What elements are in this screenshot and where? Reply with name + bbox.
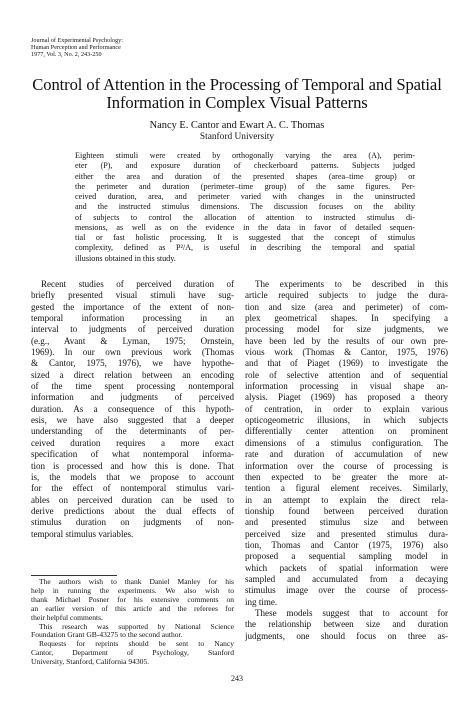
authors: Nancy E. Cantor and Ewart A. C. Thomas: [149, 120, 325, 131]
abstract: [75, 151, 415, 264]
body-line: tionship found between perceived duration: [245, 505, 448, 516]
body-line: processing model for size judgments, we: [245, 324, 448, 335]
footnote-line: The authors wish to thank Daniel Manley for his: [39, 578, 234, 586]
body-line: and presented stimulus size and between: [245, 517, 448, 528]
body-line: briefly presented visual stimuli have sug-: [31, 290, 234, 301]
journal-name: Journal of Experimental Psychology:: [31, 37, 123, 44]
body-line: ceived duration requires a more exact: [31, 437, 234, 448]
body-line: then expected to be greater the more at-: [245, 471, 448, 482]
body-line: rate and duration of accumulation of new: [245, 449, 448, 460]
body-line: temporal information processing in an: [31, 313, 234, 324]
body-line: and that of Piaget (1969) to investigate the: [245, 358, 448, 369]
body-line: tion, Thomas and Cantor (1975, 1976) also: [245, 539, 448, 550]
body-line: article required subjects to judge the dura-: [245, 290, 448, 301]
abstract-line: and the instructed stimulus dimensions. The discussion focuses on the ability: [75, 202, 415, 212]
right-column: [245, 279, 448, 642]
body-line: temporal stimulus variables.: [31, 528, 134, 539]
footnote-line: University, Stanford, California 94305.: [31, 658, 150, 667]
body-line: Recent studies of perceived duration of: [41, 279, 234, 289]
body-line: stimulus image over the course of process-: [245, 585, 448, 596]
footnotes: [31, 578, 234, 667]
footnote-line: their helpful comments.: [31, 613, 103, 622]
body-line: sized a direct relation between an encoding: [31, 369, 234, 380]
abstract-line: mensions, as well as on the evidence in the data in favor of detailed sequen-: [75, 222, 415, 232]
body-line: & Cantor, 1975, 1976), we have hypothe-: [31, 358, 234, 369]
page-number: 243: [231, 674, 243, 683]
footnote-line: Foundation Grant GB-43275 to the second author.: [31, 631, 183, 640]
abstract-line: ceived duration, area, and perimeter varied with changes in the uninstructed: [75, 192, 415, 201]
body-line: information and judgments of perceived: [31, 392, 234, 403]
body-line: tention a figural element receives. Similarly,: [245, 483, 448, 494]
abstract-line: of subjects to control the allocation of attention to instructed stimulus di-: [75, 212, 415, 222]
body-line: proposed a sequential sampling model in: [245, 551, 448, 562]
journal-volume: 1977, Vol. 3, No. 2, 243-250: [31, 51, 102, 59]
body-line: of centration, in order to explain various: [245, 403, 448, 414]
body-line: esis, we have also suggested that a deeper: [31, 415, 234, 426]
title-line: Information in Complex Visual Patterns: [106, 93, 368, 112]
footnote-line: Cantor, Department of Psychology, Stanford: [31, 649, 234, 658]
abstract-line: the perimeter and duration (perimeter–time group) of the same figures. Per-: [75, 181, 415, 191]
body-line: alysis. Piaget (1969) has proposed a theory: [245, 392, 448, 403]
body-line: opticogeometric illusions, in which subjects: [245, 415, 448, 426]
body-line: These models suggest that to account for: [255, 607, 448, 618]
body-line: tion and size (area and perimeter) of com-: [245, 301, 448, 312]
body-line: (e.g., Avant & Lyman, 1975; Ornstein,: [31, 335, 234, 346]
body-line: The experiments to be described in this: [255, 279, 448, 289]
body-line: for the effect of nontemporal stimulus vari-: [31, 483, 234, 494]
journal-subtitle: Human Perception and Performance: [31, 44, 121, 52]
body-line: which packets of spatial information were: [245, 562, 448, 573]
abstract-line: illusions obtained in this study.: [75, 253, 176, 263]
body-line: sampled and accumulated from a decaying: [245, 573, 448, 584]
body-line: derive predictions about the dual effects of: [31, 505, 234, 516]
body-line: ing time.: [245, 596, 278, 607]
body-line: dimensions of a stimulus configuration. The: [245, 437, 448, 448]
body-line: perceived size and presented stimulus dura-: [245, 528, 448, 539]
footnote-rule: [31, 575, 117, 576]
body-line: gested the importance of the extent of non-: [31, 301, 234, 312]
body-line: plex geometrical shapes. In specifying a: [245, 313, 448, 324]
article-title: [20, 76, 454, 112]
body-line: differentially center attention on prominent: [245, 426, 448, 437]
body-line: have been led by the results of our own pre-: [245, 335, 448, 346]
abstract-line: either the area and duration of the presented shapes (area–time group) or: [75, 171, 415, 181]
body-line: information over the course of processing is: [245, 460, 448, 471]
body-line: vious work (Thomas & Cantor, 1975, 1976): [245, 347, 448, 358]
title-line: Control of Attention in the Processing of Temporal and Spatial: [32, 75, 442, 94]
body-line: information processing in visual shape an-: [245, 381, 448, 392]
body-line: specification of what nontemporal informa-: [31, 449, 234, 460]
abstract-line: tial or fast holistic processing. It is suggested that the concept of stimulus: [75, 233, 415, 242]
abstract-line: eter (P), and exposure duration of checkerboard patterns. Subjects judged: [75, 161, 415, 171]
footnote-line: help in running the experiments. We also wish to: [31, 586, 234, 595]
body-line: understanding of the determinants of per-: [31, 426, 234, 437]
footnote-line: an earlier version of this article and the referees for: [31, 604, 234, 613]
footnote-line: Requests for reprints should be sent to Nancy: [39, 640, 234, 649]
body-line: stimulus duration on judgments of non-: [31, 517, 234, 528]
body-line: ables on perceived duration can be used to: [31, 494, 234, 505]
body-line: is, the models that we propose to account: [31, 471, 234, 482]
body-line: the relationship between size and duration: [245, 619, 448, 630]
body-line: of the time spent processing nontemporal: [31, 381, 234, 392]
affiliation: Stanford University: [199, 132, 275, 142]
left-column: [31, 279, 234, 540]
abstract-line: complexity, defined as P²/A, is useful in describing the temporal and spatial: [75, 243, 415, 253]
footnote-line: thank Michael Posner for his extensive comments on: [31, 595, 234, 604]
journal-citation: [31, 37, 231, 59]
body-line: duration. As a consequence of this hypoth-: [31, 403, 234, 414]
body-line: role of selective attention and of sequential: [245, 369, 448, 380]
body-line: interval to judgments of perceived duration: [31, 324, 234, 335]
body-line: 1969). In our own previous work (Thomas: [31, 347, 234, 358]
body-line: in an attempt to explain the direct rela-: [245, 494, 448, 505]
body-line: tion is processed and how this is done. That: [31, 460, 234, 471]
footnote-line: This research was supported by National Science: [39, 622, 234, 631]
abstract-line: Eighteen stimuli were created by orthogonally varying the area (A), perim-: [75, 151, 415, 160]
body-line: judgments, one should focus on three as-: [245, 630, 448, 641]
